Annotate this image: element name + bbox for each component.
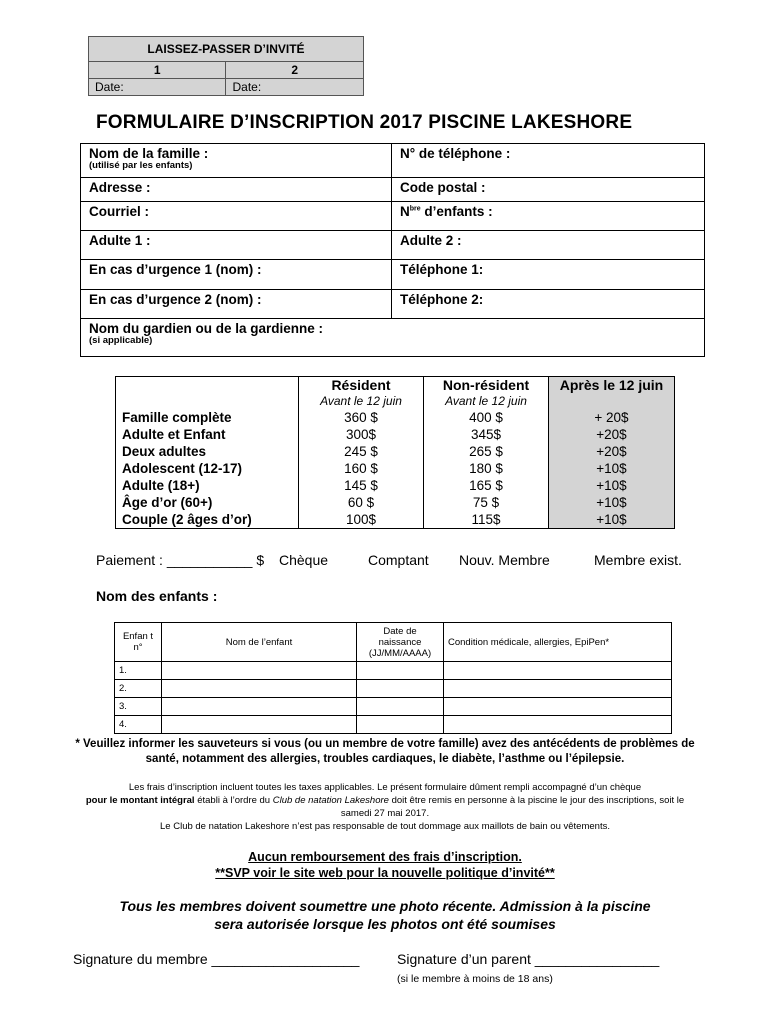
fine-print-line1: Les frais d’inscription incluent toutes les taxes applicables. Le présent formulaire dûment rempli accompagné d’un chèque bbox=[128, 782, 642, 793]
child-dob-input[interactable] bbox=[357, 680, 444, 698]
child-condition-input[interactable] bbox=[444, 680, 672, 698]
num-children-field[interactable] bbox=[392, 202, 705, 231]
child-name-input[interactable] bbox=[162, 698, 357, 716]
price-category: Deux adultes bbox=[116, 443, 299, 460]
price-nonresident: 115$ bbox=[424, 511, 549, 529]
col-child-number: Enfan t n° bbox=[115, 623, 162, 662]
guest-pass-date-1[interactable]: Date: bbox=[89, 79, 226, 96]
phone-field[interactable] bbox=[392, 144, 705, 178]
col-child-name: Nom de l’enfant bbox=[162, 623, 357, 662]
children-section-title: Nom des enfants : bbox=[96, 588, 218, 604]
price-after: +10$ bbox=[549, 511, 675, 529]
health-notice: * Veuillez informer les sauveteurs si vous (ou un membre de votre famille) avez des antécédents de problèmes de santé, notamment des allergies, troubles cardiaques, le diabète, l’asthme ou l’épilepsie. bbox=[75, 738, 695, 765]
guardian-sublabel: (si applicable) bbox=[89, 335, 153, 346]
family-name-sublabel: (utilisé par les enfants) bbox=[89, 160, 193, 171]
emergency1-field[interactable] bbox=[81, 260, 392, 290]
payment-cheque-option[interactable]: Chèque bbox=[279, 552, 329, 568]
email-field[interactable] bbox=[81, 202, 392, 231]
child-dob-input[interactable] bbox=[357, 698, 444, 716]
photo-notice-line2: sera autorisée lorsque les photos ont été soumises bbox=[214, 916, 556, 932]
price-resident: 160 $ bbox=[299, 460, 424, 477]
address-field[interactable] bbox=[81, 178, 392, 202]
child-name-input[interactable] bbox=[162, 680, 357, 698]
price-after: +10$ bbox=[549, 477, 675, 494]
price-row bbox=[116, 443, 675, 460]
photo-notice-line1: Tous les membres doivent soumettre une photo récente. Admission à la piscine bbox=[119, 898, 651, 914]
children-table bbox=[114, 622, 672, 734]
fine-print-line2: pour le montant intégral établi à l’ordre du Club de natation Lakeshore doit être remis en personne à la piscine le jour des inscriptions, soit le samedi 27 mai 2017. bbox=[85, 795, 685, 819]
payment-amount[interactable]: Paiement : ___________ $ bbox=[96, 552, 265, 568]
child-number: 3. bbox=[115, 698, 162, 716]
email-label: Courriel : bbox=[89, 204, 150, 219]
col-nonresident: Non-résident bbox=[424, 377, 549, 395]
price-category: Adolescent (12-17) bbox=[116, 460, 299, 477]
child-name-input[interactable] bbox=[162, 716, 357, 734]
child-row bbox=[115, 680, 672, 698]
price-resident: 300$ bbox=[299, 426, 424, 443]
new-member-option[interactable]: Nouv. Membre bbox=[459, 552, 550, 568]
emergency-phone1-label: Téléphone 1: bbox=[400, 262, 484, 277]
price-after: + 20$ bbox=[549, 409, 675, 426]
refund-notice bbox=[70, 849, 700, 881]
price-nonresident: 345$ bbox=[424, 426, 549, 443]
guest-pass-table bbox=[88, 36, 364, 96]
registration-info-table bbox=[80, 143, 705, 357]
price-row bbox=[116, 409, 675, 426]
postal-code-field[interactable] bbox=[392, 178, 705, 202]
child-row bbox=[115, 698, 672, 716]
member-signature[interactable]: Signature du membre ___________________ bbox=[73, 951, 360, 967]
price-after: +20$ bbox=[549, 426, 675, 443]
child-number: 2. bbox=[115, 680, 162, 698]
child-condition-input[interactable] bbox=[444, 698, 672, 716]
address-label: Adresse : bbox=[89, 180, 151, 195]
child-row bbox=[115, 662, 672, 680]
price-nonresident: 180 $ bbox=[424, 460, 549, 477]
child-dob-input[interactable] bbox=[357, 662, 444, 680]
price-nonresident: 400 $ bbox=[424, 409, 549, 426]
child-condition-input[interactable] bbox=[444, 716, 672, 734]
child-row bbox=[115, 716, 672, 734]
existing-member-option[interactable]: Membre exist. bbox=[594, 552, 682, 568]
price-row bbox=[116, 426, 675, 443]
price-after: +20$ bbox=[549, 443, 675, 460]
col-resident: Résident bbox=[299, 377, 424, 395]
col-child-condition: Condition médicale, allergies, EpiPen* bbox=[444, 623, 672, 662]
emergency1-label: En cas d’urgence 1 (nom) : bbox=[89, 262, 262, 277]
guest-pass-col-2: 2 bbox=[226, 62, 364, 79]
emergency2-label: En cas d’urgence 2 (nom) : bbox=[89, 292, 262, 307]
price-after: +10$ bbox=[549, 494, 675, 511]
family-name-label: Nom de la famille : bbox=[89, 146, 209, 161]
price-row bbox=[116, 477, 675, 494]
price-resident: 245 $ bbox=[299, 443, 424, 460]
adult1-field[interactable] bbox=[81, 231, 392, 260]
price-category: Adulte et Enfant bbox=[116, 426, 299, 443]
price-resident: 100$ bbox=[299, 511, 424, 529]
price-resident: 60 $ bbox=[299, 494, 424, 511]
num-children-label: $N^{bre}$ d’enfants : bbox=[400, 204, 493, 219]
price-nonresident: 75 $ bbox=[424, 494, 549, 511]
adult1-label: Adulte 1 : bbox=[89, 233, 151, 248]
form-title: FORMULAIRE D’INSCRIPTION 2017 PISCINE LAKESHORE bbox=[96, 112, 633, 133]
guardian-label: Nom du gardien ou de la gardienne : bbox=[89, 321, 324, 336]
child-name-input[interactable] bbox=[162, 662, 357, 680]
emergency-phone1-field[interactable] bbox=[392, 260, 705, 290]
parent-signature[interactable]: Signature d’un parent ________________ bbox=[397, 951, 660, 967]
price-after: +10$ bbox=[549, 460, 675, 477]
guest-pass-col-1: 1 bbox=[89, 62, 226, 79]
guest-pass-title: LAISSEZ-PASSER D’INVITÉ bbox=[89, 37, 364, 62]
guest-pass-date-2[interactable]: Date: bbox=[226, 79, 364, 96]
emergency-phone2-field[interactable] bbox=[392, 290, 705, 319]
sub-nonresident: Avant le 12 juin bbox=[424, 394, 549, 409]
child-number: 1. bbox=[115, 662, 162, 680]
family-name-field[interactable] bbox=[81, 144, 392, 178]
child-number: 4. bbox=[115, 716, 162, 734]
parent-signature-note: (si le membre à moins de 18 ans) bbox=[397, 973, 553, 985]
price-category: Adulte (18+) bbox=[116, 477, 299, 494]
price-row bbox=[116, 460, 675, 477]
guest-policy-link: **SVP voir le site web pour la nouvelle politique d’invité** bbox=[215, 866, 555, 880]
fine-print bbox=[70, 781, 700, 833]
pricing-table bbox=[115, 376, 675, 529]
child-condition-input[interactable] bbox=[444, 662, 672, 680]
photo-notice bbox=[70, 897, 700, 933]
no-refund-text: Aucun remboursement des frais d’inscription. bbox=[248, 850, 522, 864]
price-nonresident: 165 $ bbox=[424, 477, 549, 494]
price-row bbox=[116, 494, 675, 511]
child-dob-input[interactable] bbox=[357, 716, 444, 734]
phone-label: N° de téléphone : bbox=[400, 146, 511, 161]
emergency2-field[interactable] bbox=[81, 290, 392, 319]
price-category: Couple (2 âges d’or) bbox=[116, 511, 299, 529]
payment-cash-option[interactable]: Comptant bbox=[368, 552, 429, 568]
adult2-label: Adulte 2 : bbox=[400, 233, 462, 248]
emergency-phone2-label: Téléphone 2: bbox=[400, 292, 484, 307]
price-row bbox=[116, 511, 675, 529]
price-category: Famille complète bbox=[116, 409, 299, 426]
adult2-field[interactable] bbox=[392, 231, 705, 260]
sub-resident: Avant le 12 juin bbox=[299, 394, 424, 409]
fine-print-line3: Le Club de natation Lakeshore n’est pas responsable de tout dommage aux maillots de bain ou vêtements. bbox=[160, 821, 610, 832]
price-resident: 360 $ bbox=[299, 409, 424, 426]
col-child-dob: Date de naissance (JJ/MM/AAAA) bbox=[357, 623, 444, 662]
guardian-field[interactable] bbox=[81, 319, 705, 357]
price-resident: 145 $ bbox=[299, 477, 424, 494]
price-category: Âge d’or (60+) bbox=[116, 494, 299, 511]
price-nonresident: 265 $ bbox=[424, 443, 549, 460]
col-after: Après le 12 juin bbox=[549, 377, 675, 410]
postal-code-label: Code postal : bbox=[400, 180, 486, 195]
